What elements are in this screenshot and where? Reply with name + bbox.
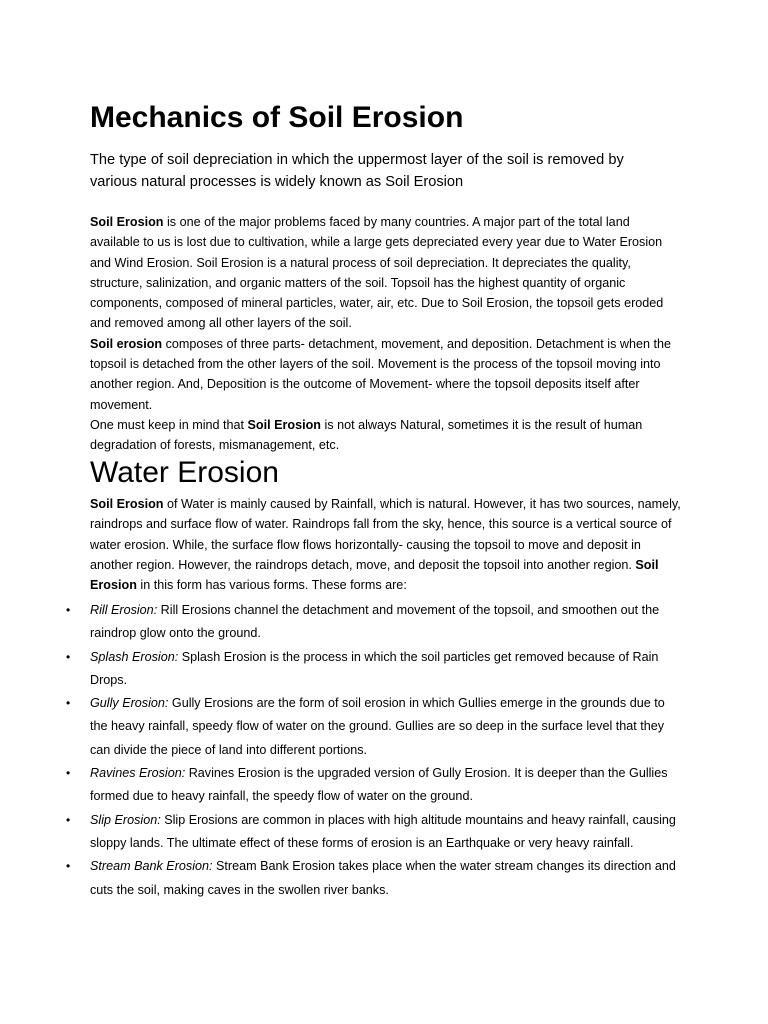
bold-term: Soil erosion bbox=[90, 336, 163, 351]
bullet-icon: • bbox=[66, 766, 71, 781]
bullet-icon: • bbox=[66, 859, 71, 874]
list-item-desc: Rill Erosions channel the detachment and movement of the topsoil, and smoothen out the raindrop glow onto the ground. bbox=[90, 603, 660, 641]
paragraph-text: of Water is mainly caused by Rainfall, which is natural. However, it has two sources, namely, raindrops and surface flow of water. Raindrops fall from the sky, hence, this source is a vertical source of water erosion. While, the surface flow flows horizontally- causing the topsoil to move and deposit in another region. However, the raindrops detach, move, and deposit the topsoil into another region. bbox=[90, 497, 681, 572]
list-item bbox=[66, 599, 682, 646]
bold-term: Soil Erosion bbox=[90, 215, 164, 229]
list-item-term: Ravines Erosion: bbox=[90, 766, 186, 781]
paragraph-text: is one of the major problems faced by many countries. A major part of the total land available to us is lost due to cultivation, while a large gets depreciated every year due to Water Erosion and Wind Erosion. Soil Erosion is a natural process of soil depreciation. It depreciates the quality, structure, salinization, and organic matters of the soil. Topsoil has the highest quantity of organic components, composed of mineral particles, water, air, etc. Due to Soil Erosion, the topsoil gets eroded and removed among all other layers of the soil. bbox=[90, 215, 664, 331]
water-erosion-intro bbox=[90, 494, 682, 595]
lead-paragraph: The type of soil depreciation in which the uppermost layer of the soil is removed by various natural processes is widely known as Soil Erosion bbox=[90, 152, 624, 190]
bold-term: Soil Erosion bbox=[247, 417, 321, 432]
list-item-desc: Slip Erosions are common in places with high altitude mountains and heavy rainfall, causing sloppy lands. The ultimate effect of these forms of erosion is an Earthquake or very heavy rainfall. bbox=[90, 812, 676, 850]
bullet-icon: • bbox=[66, 696, 71, 711]
intro-section bbox=[90, 212, 682, 456]
list-item-desc: Ravines Erosion is the upgraded version of Gully Erosion. It is deeper than the Gullies formed due to heavy rainfall, the speedy flow of water on the ground. bbox=[90, 766, 668, 804]
section-heading-water-erosion: Water Erosion bbox=[90, 456, 279, 489]
page-title: Mechanics of Soil Erosion bbox=[90, 101, 464, 134]
list-item bbox=[66, 646, 682, 693]
list-item bbox=[66, 809, 682, 856]
paragraph-text: is not always Natural, sometimes it is the result of human degradation of forests, mismanagement, etc. bbox=[90, 417, 643, 453]
list-item-term: Slip Erosion: bbox=[90, 812, 161, 827]
list-item-term: Splash Erosion: bbox=[90, 649, 179, 664]
paragraph-text: composes of three parts- detachment, movement, and deposition. Detachment is when the topsoil is detached from the other layers of the soil. Movement is the process of the topsoil moving into another region. And, Deposition is the outcome of Movement- where the topsoil deposits itself after movement. bbox=[90, 336, 671, 412]
list-item-term: Rill Erosion: bbox=[90, 603, 158, 617]
list-item-desc: Stream Bank Erosion takes place when the water stream changes its direction and cuts the soil, making caves in the swollen river banks. bbox=[90, 859, 676, 897]
list-item-desc: Gully Erosions are the form of soil erosion in which Gullies emerge in the grounds due to the heavy rainfall, speedy flow of water on the ground. Gullies are so deep in the surface level that they can divide the piece of land into different portions. bbox=[90, 696, 665, 757]
bold-term: Soil Erosion bbox=[90, 497, 164, 511]
paragraph-water-erosion bbox=[90, 494, 682, 595]
bold-term: Soil Erosion bbox=[90, 557, 659, 593]
bullet-icon: • bbox=[66, 603, 71, 617]
paragraph-soil-erosion-human bbox=[90, 415, 682, 456]
list-item bbox=[66, 692, 682, 762]
paragraph-text: in this form has various forms. These forms are: bbox=[136, 578, 407, 593]
list-item-term: Stream Bank Erosion: bbox=[90, 859, 213, 874]
list-item-term: Gully Erosion: bbox=[90, 696, 169, 711]
list-item-desc: Splash Erosion is the process in which the soil particles get removed because of Rain Drops. bbox=[90, 649, 659, 687]
bullet-icon: • bbox=[66, 649, 71, 664]
erosion-forms-list bbox=[66, 599, 682, 902]
paragraph-soil-erosion-intro bbox=[90, 212, 682, 334]
list-item bbox=[66, 855, 682, 902]
paragraph-text: One must keep in mind that bbox=[90, 417, 248, 432]
list-item bbox=[66, 762, 682, 809]
bullet-icon: • bbox=[66, 812, 71, 827]
paragraph-soil-erosion-parts bbox=[90, 334, 682, 415]
